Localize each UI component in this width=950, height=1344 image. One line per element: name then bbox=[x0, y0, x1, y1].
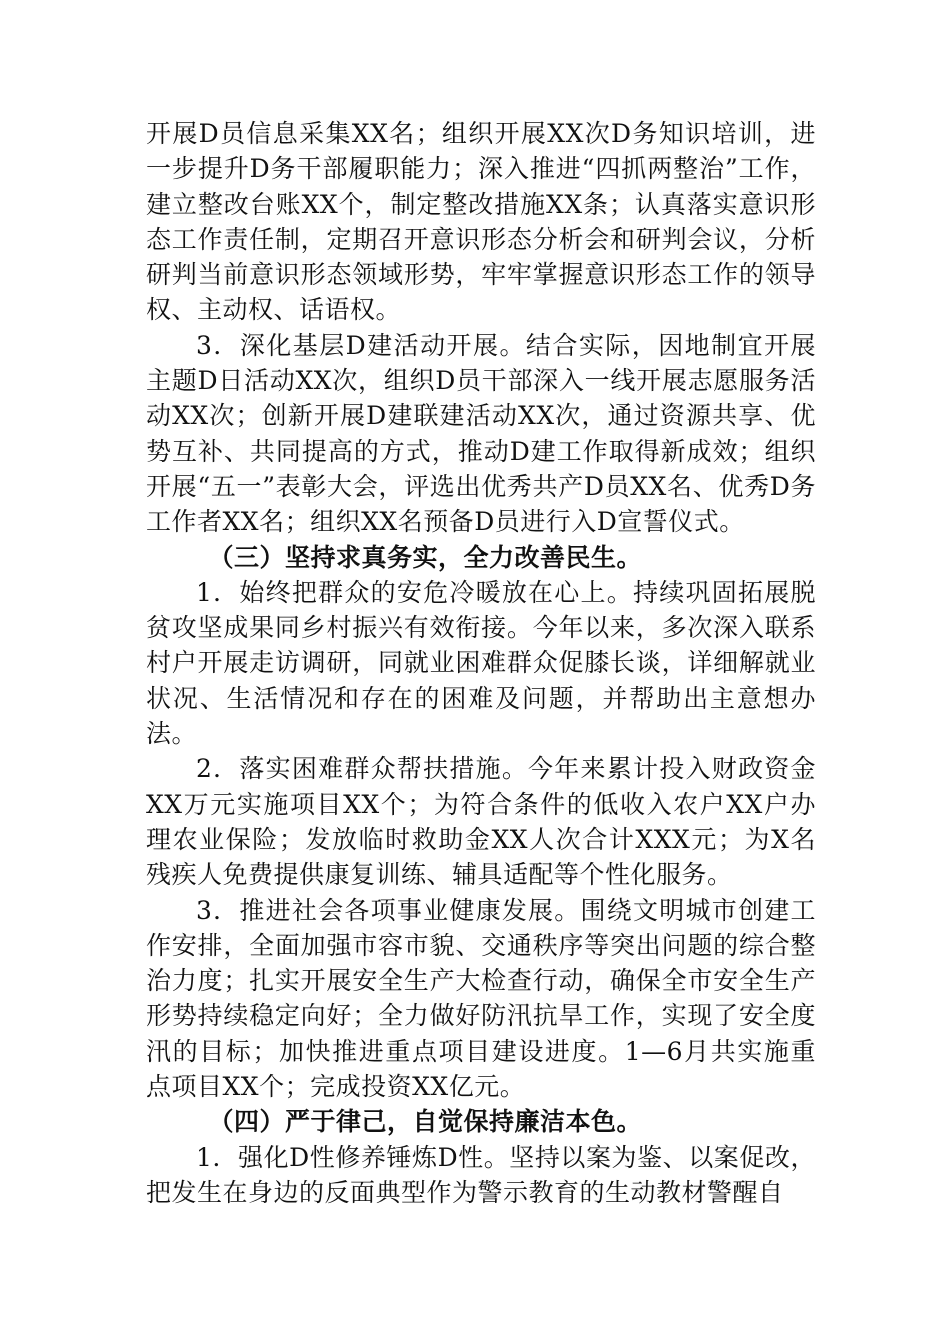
paragraph-masses-concern: 1．始终把群众的安危冷暖放在心上。持续巩固拓展脱贫攻坚成果同乡村振兴有效衔接。今年以来，多次深入联系村户开展走访调研，同就业困难群众促膝长谈，详细解就业状况、生活情况和存在的困难及问题，并帮助出主意想办法。 bbox=[146, 577, 816, 749]
paragraph-social-development: 3．推进社会各项事业健康发展。围绕文明城市创建工作安排，全面加强市容市貌、交通秩序等突出问题的综合整治力度；扎实开展安全生产大检查行动，确保全市安全生产形势持续稳定向好；全力做好防汛抗旱工作，实现了安全度汛的目标；加快推进重点项目建设进度。1—6月共实施重点项目XX个；完成投资XX亿元。 bbox=[146, 895, 816, 1102]
document-body bbox=[146, 116, 816, 1210]
paragraph-party-discipline: 1．强化D性修养锤炼D性。坚持以案为鉴、以案促改，把发生在身边的反面典型作为警示教育的生动教材警醒自 bbox=[146, 1142, 816, 1207]
paragraph-continuation: 开展D员信息采集XX名；组织开展XX次D务知识培训，进一步提升D务干部履职能力；深入推进“四抓两整治”工作，建立整改台账XX个，制定整改措施XX条；认真落实意识形态工作责任制，定期召开意识形态分析会和研判会议，分析研判当前意识形态领域形势，牢牢掌握意识形态工作的领导权、主动权、话语权。 bbox=[146, 119, 816, 325]
paragraph-party-activities: 3．深化基层D建活动开展。结合实际，因地制宜开展主题D日活动XX次，组织D员干部深入一线开展志愿服务活动XX次；创新开展D建联建活动XX次，通过资源共享、优势互补、共同提高的方式，推动D建工作取得新成效；组织开展“五一”表彰大会，评选出优秀共产D员XX名、优秀D务工作者XX名；组织XX名预备D员进行入D宣誓仪式。 bbox=[146, 330, 816, 537]
section-heading-3: （三）坚持求真务实，全力改善民生。 bbox=[208, 542, 643, 572]
paragraph-assistance-measures: 2．落实困难群众帮扶措施。今年来累计投入财政资金XX万元实施项目XX个；为符合条件的低收入农户XX户办理农业保险；发放临时救助金XX人次合计XXX元；为X名残疾人免费提供康复训练、辅具适配等个性化服务。 bbox=[146, 754, 816, 890]
section-heading-4: （四）严于律己，自觉保持廉洁本色。 bbox=[208, 1107, 643, 1137]
